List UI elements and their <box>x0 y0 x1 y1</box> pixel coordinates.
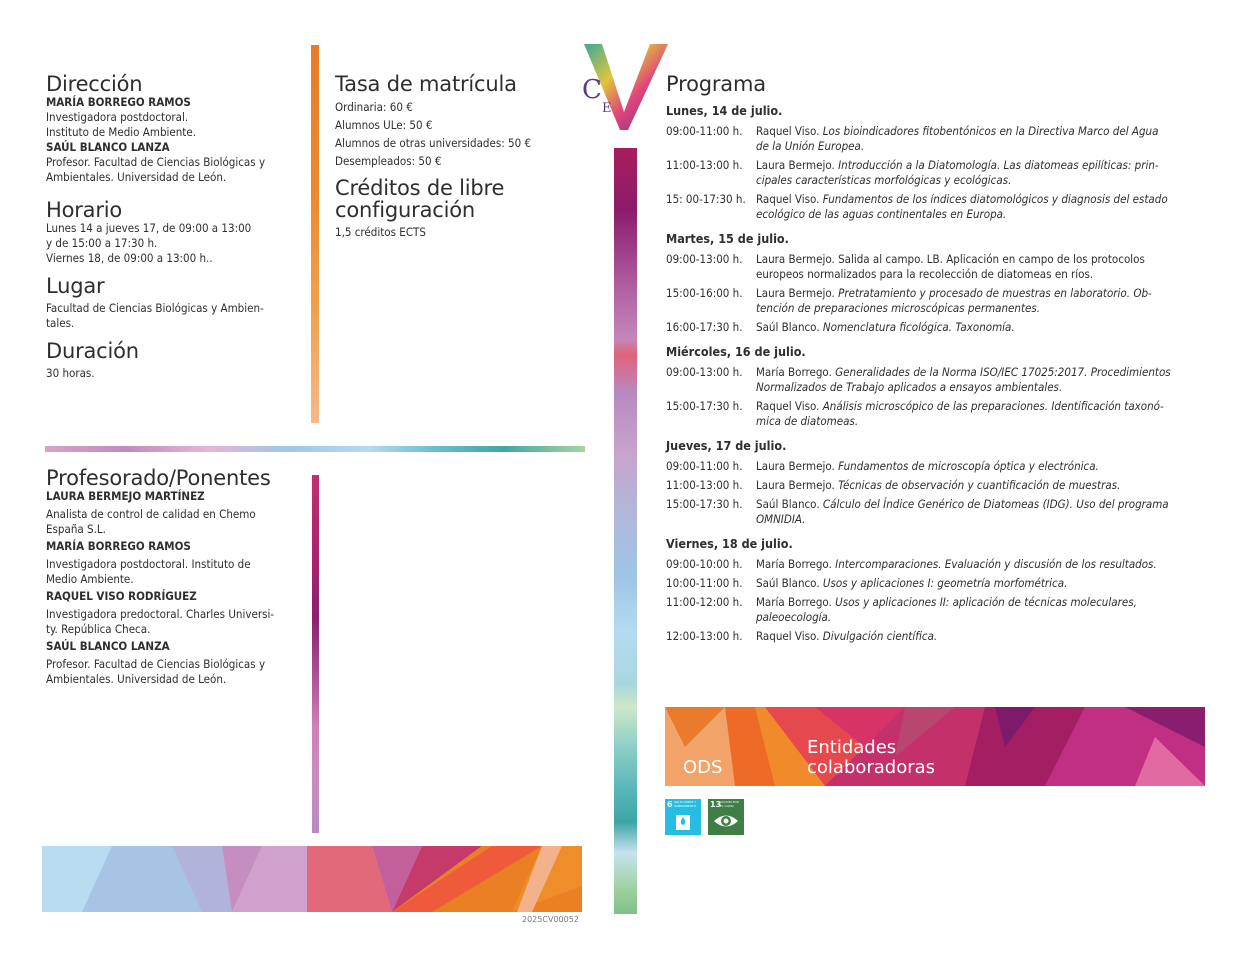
slot-speaker: Laura Bermejo. Salida al campo. LB. Aplicación en campo de los protocolos <box>756 252 1145 266</box>
person-name: SAÚL BLANCO LANZA <box>46 639 170 653</box>
sdg-caption: AGUA LIMPIA Y SANEAMIENTO <box>674 800 697 808</box>
slot-time: 11:00-13:00 h. <box>666 158 743 172</box>
sdg-caption: ACCIÓN POR EL CLIMA <box>720 800 739 808</box>
slot-topic: Introducción a la Diatomología. Las diatomeas epilíticas: prin- <box>838 158 1159 172</box>
programa-heading: Programa <box>666 72 766 96</box>
slot-topic: Pretratamiento y procesado de muestras en laboratorio. Ob- <box>838 286 1152 300</box>
svg-text:E: E <box>602 101 612 116</box>
slot-time: 09:00-10:00 h. <box>666 557 743 571</box>
water-drop-icon <box>665 799 701 835</box>
day-title: Lunes, 14 de julio. <box>666 103 783 118</box>
slot-topic-cont: paleoecología. <box>756 610 832 624</box>
schedule-slot <box>666 158 1211 188</box>
slot-time: 09:00-11:00 h. <box>666 459 743 473</box>
slot-time: 15:00-16:00 h. <box>666 286 743 300</box>
slot-topic-cont: cipales características morfológicas y ecológicas. <box>756 173 1012 187</box>
schedule-slot <box>666 320 1211 335</box>
person-name: MARÍA BORREGO RAMOS <box>46 539 191 553</box>
schedule-slot <box>666 478 1211 493</box>
schedule-slot <box>666 557 1211 572</box>
slot-topic-cont: Normalizados de Trabajo aplicados a ensayos ambientales. <box>756 380 1063 394</box>
slot-speaker: María Borrego. <box>756 365 832 379</box>
slot-speaker: Saúl Blanco. <box>756 576 820 590</box>
programa-section <box>666 73 1211 644</box>
slot-time: 10:00-11:00 h. <box>666 576 743 590</box>
person-desc: Ambientales. Universidad de León. <box>46 170 227 184</box>
profesorado-heading: Profesorado/Ponentes <box>46 466 271 490</box>
duracion-heading: Duración <box>46 339 139 363</box>
schedule-slot <box>666 124 1211 154</box>
horario-section <box>46 199 306 266</box>
slot-time: 15: 00-17:30 h. <box>666 192 746 206</box>
slot-time: 16:00-17:30 h. <box>666 320 743 334</box>
sdg-number: 13 <box>710 800 722 809</box>
profesorado-section <box>46 467 311 687</box>
horario-line: Viernes 18, de 09:00 a 13:00 h.. <box>46 251 213 265</box>
slot-time: 15:00-17:30 h. <box>666 497 743 511</box>
slot-topic-cont: mica de diatomeas. <box>756 414 859 428</box>
slot-topic: Usos y aplicaciones I: geometría morfométrica. <box>822 576 1068 590</box>
slot-topic-cont: ecológico de las aguas continentales en Europa. <box>756 207 1007 221</box>
tasa-heading: Tasa de matrícula <box>335 72 517 96</box>
slot-topic-cont: europeos normalizados para la recolección de diatomeas en ríos. <box>756 267 1094 281</box>
decorative-stripe-central <box>614 148 637 914</box>
day-title: Viernes, 18 de julio. <box>666 536 793 551</box>
person-desc: Investigadora postdoctoral. <box>46 110 189 124</box>
slot-topic: Fundamentos de los índices diatomológicos y diagnosis del estado <box>822 192 1168 206</box>
slot-speaker: Raquel Viso. <box>756 192 820 206</box>
svg-text:C: C <box>582 75 602 105</box>
creditos-line: 1,5 créditos ECTS <box>335 225 426 239</box>
slot-speaker: Laura Bermejo. <box>756 459 835 473</box>
slot-speaker: Laura Bermejo. <box>756 158 835 172</box>
slot-time: 09:00-13:00 h. <box>666 365 743 379</box>
slot-topic: Generalidades de la Norma ISO/IEC 17025:2017. Procedimientos <box>835 365 1171 379</box>
decorative-stripe-horizontal <box>45 446 585 452</box>
schedule-slot <box>666 399 1211 429</box>
slot-time: 12:00-13:00 h. <box>666 629 743 643</box>
creditos-heading: Créditos de libre <box>335 176 505 200</box>
direccion-section <box>46 73 306 185</box>
slot-time: 11:00-12:00 h. <box>666 595 743 609</box>
day-title: Miércoles, 16 de julio. <box>666 344 806 359</box>
creditos-heading: configuración <box>335 198 476 222</box>
person-desc: Profesor. Facultad de Ciencias Biológicas y <box>46 155 266 169</box>
tasa-line: Desempleados: 50 € <box>335 154 442 168</box>
horario-line: Lunes 14 a jueves 17, de 09:00 a 13:00 <box>46 221 252 235</box>
schedule-slot <box>666 192 1211 222</box>
person-name: LAURA BERMEJO MARTÍNEZ <box>46 489 205 503</box>
duracion-line: 30 horas. <box>46 366 95 380</box>
slot-speaker: Raquel Viso. <box>756 629 820 643</box>
ods-banner <box>665 707 1205 786</box>
sdg-icon-6 <box>665 799 701 835</box>
person-name: MARÍA BORREGO RAMOS <box>46 95 191 109</box>
lugar-section <box>46 275 306 331</box>
person-desc: Analista de control de calidad en Chemo <box>46 507 256 521</box>
entidades-line: Entidades <box>807 737 897 758</box>
person-desc: Instituto de Medio Ambiente. <box>46 125 197 139</box>
person-desc: Profesor. Facultad de Ciencias Biológicas y <box>46 657 266 671</box>
eye-globe-icon <box>708 799 744 835</box>
slot-topic: Los bioindicadores fitobentónicos en la Directiva Marco del Agua <box>822 124 1159 138</box>
lugar-line: tales. <box>46 316 75 330</box>
schedule-slot <box>666 459 1211 474</box>
ods-label: ODS <box>683 757 723 778</box>
slot-speaker: Saúl Blanco. <box>756 497 820 511</box>
duracion-section <box>46 340 306 381</box>
slot-speaker: Raquel Viso. <box>756 124 820 138</box>
slot-topic: Análisis microscópico de las preparaciones. Identificación taxonó- <box>822 399 1164 413</box>
slot-time: 09:00-11:00 h. <box>666 124 743 138</box>
schedule-slot <box>666 629 1211 644</box>
slot-topic: Nomenclatura ficológica. Taxonomía. <box>822 320 1015 334</box>
slot-speaker: Laura Bermejo. <box>756 286 835 300</box>
slot-speaker: María Borrego. <box>756 557 832 571</box>
slot-topic-cont: OMNIDIA. <box>756 512 806 526</box>
schedule-slot <box>666 286 1211 316</box>
person-desc: Ambientales. Universidad de León. <box>46 672 227 686</box>
schedule-slot <box>666 576 1211 591</box>
schedule-slot <box>666 252 1211 282</box>
document-code: 2025CV00052 <box>522 915 579 924</box>
slot-time: 09:00-13:00 h. <box>666 252 743 266</box>
slot-time: 15:00-17:30 h. <box>666 399 743 413</box>
person-desc: Medio Ambiente. <box>46 572 134 586</box>
tasa-line: Ordinaria: 60 € <box>335 100 413 114</box>
person-desc: ty. República Checa. <box>46 622 151 636</box>
entidades-line: colaboradoras <box>807 757 936 778</box>
person-name: SAÚL BLANCO LANZA <box>46 140 170 154</box>
slot-topic: Cálculo del Índice Genérico de Diatomeas (IDG). Uso del programa <box>822 497 1169 511</box>
tasa-line: Alumnos de otras universidades: 50 € <box>335 136 532 150</box>
lugar-heading: Lugar <box>46 274 105 298</box>
tasa-line: Alumnos ULe: 50 € <box>335 118 433 132</box>
slot-topic-cont: de la Unión Europea. <box>756 139 865 153</box>
slot-speaker: María Borrego. <box>756 595 832 609</box>
decorative-stripe-top <box>311 45 319 423</box>
sdg-number: 6 <box>667 800 673 809</box>
tasa-section <box>335 73 595 170</box>
horario-line: y de 15:00 a 17:30 h. <box>46 236 158 250</box>
slot-topic-cont: tención de preparaciones microscópicas permanentes. <box>756 301 1041 315</box>
lugar-line: Facultad de Ciencias Biológicas y Ambien- <box>46 301 264 315</box>
slot-topic: Fundamentos de microscopía óptica y electrónica. <box>838 459 1099 473</box>
schedule-slot <box>666 497 1211 527</box>
slot-topic: Divulgación científica. <box>822 629 938 643</box>
decorative-stripe-middle <box>312 475 319 833</box>
slot-time: 11:00-13:00 h. <box>666 478 743 492</box>
slot-topic: Usos y aplicaciones II: aplicación de técnicas moleculares, <box>835 595 1137 609</box>
creditos-section <box>335 177 595 240</box>
slot-speaker: Saúl Blanco. <box>756 320 820 334</box>
person-name: RAQUEL VISO RODRÍGUEZ <box>46 589 197 603</box>
schedule-slot <box>666 365 1211 395</box>
schedule-slot <box>666 595 1211 625</box>
entidades-label <box>807 738 935 778</box>
person-desc: Investigadora predoctoral. Charles Universi- <box>46 607 275 621</box>
slot-speaker: Laura Bermejo. <box>756 478 835 492</box>
sdg-icon-13 <box>708 799 744 835</box>
direccion-heading: Dirección <box>46 72 143 96</box>
day-title: Jueves, 17 de julio. <box>666 438 787 453</box>
slot-topic: Técnicas de observación y cuantificación de muestras. <box>838 478 1121 492</box>
decorative-banner-bottom <box>42 846 582 912</box>
day-title: Martes, 15 de julio. <box>666 231 789 246</box>
horario-heading: Horario <box>46 198 123 222</box>
slot-topic: Intercomparaciones. Evaluación y discusión de los resultados. <box>835 557 1157 571</box>
person-desc: Investigadora postdoctoral. Instituto de <box>46 557 251 571</box>
slot-speaker: Raquel Viso. <box>756 399 820 413</box>
person-desc: España S.L. <box>46 522 106 536</box>
